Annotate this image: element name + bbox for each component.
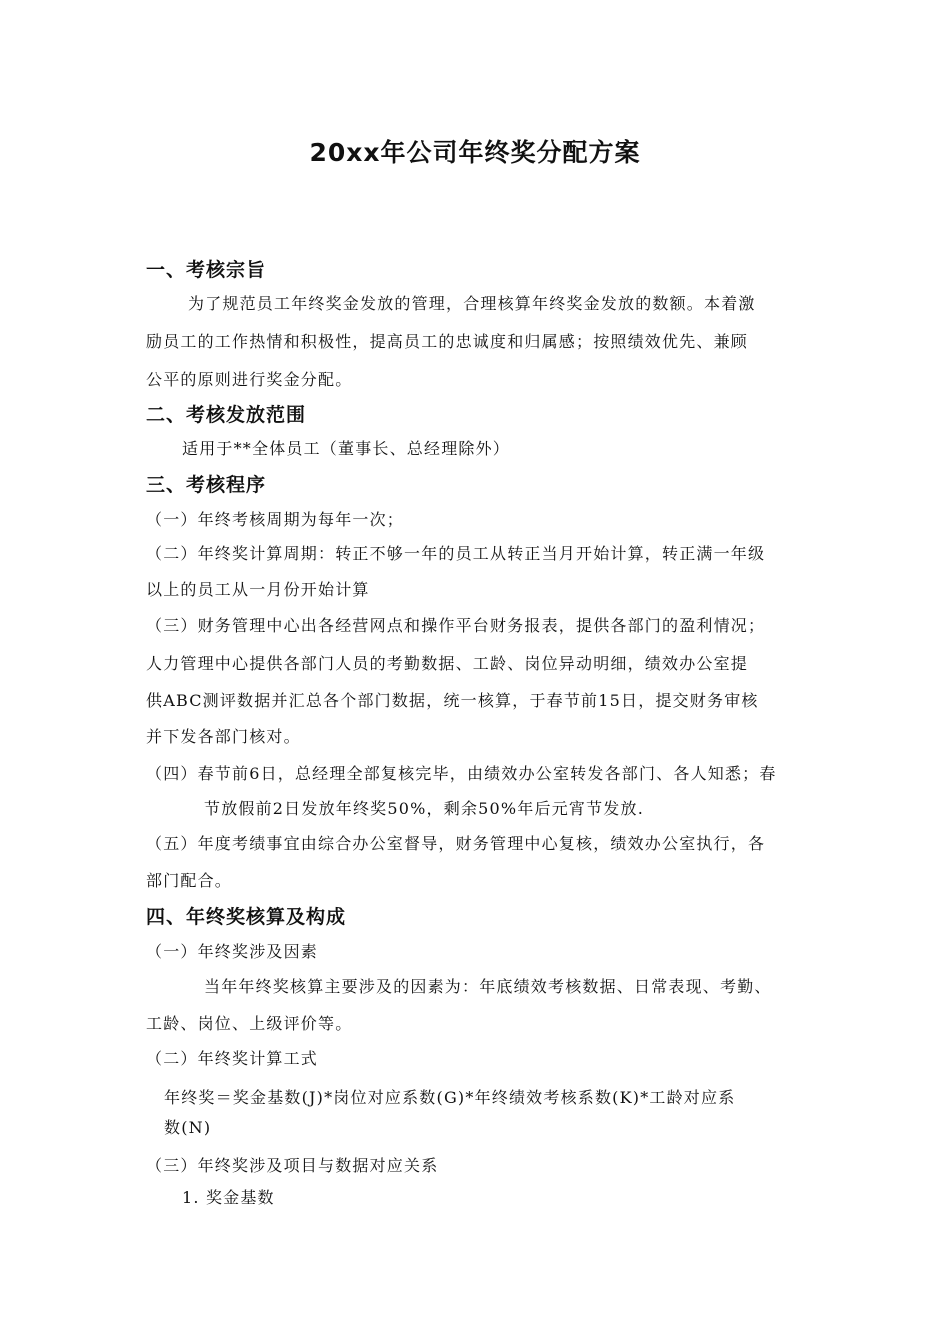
section-3-line-8: （四）春节前6日，总经理全部复核完毕，由绩效办公室转发各部门、各人知悉；春 [146,764,777,783]
section-4-line-1: （一）年终奖涉及因素 [146,942,319,961]
section-3-line-2: （二）年终奖计算周期：转正不够一年的员工从转正当月开始计算，转正满一年级 [146,544,766,563]
section-1-line-3: 公平的原则进行奖金分配。 [146,370,353,389]
section-3-line-7: 并下发各部门核对。 [146,727,301,746]
section-3-line-6: 供ABC测评数据并汇总各个部门数据，统一核算，于春节前15日，提交财务审核 [146,691,759,710]
formula-line-2: 数(N) [164,1118,212,1137]
section-3-heading: 三、考核程序 [146,474,267,496]
document-title: 20xx年公司年终奖分配方案 [309,138,641,167]
section-3-line-5: 人力管理中心提供各部门人员的考勤数据、工龄、岗位异动明细，绩效办公室提 [146,654,749,673]
section-3-line-9: 节放假前2日发放年终奖50%，剩余50%年后元宵节发放. [204,799,644,818]
section-2-heading: 二、考核发放范围 [146,404,307,426]
section-3-line-11: 部门配合。 [146,871,233,890]
section-4-line-7: （三）年终奖涉及项目与数据对应关系 [146,1156,439,1175]
section-4-line-4: （二）年终奖计算工式 [146,1049,319,1068]
section-4-line-8: 1. 奖金基数 [182,1188,275,1207]
section-4-line-3: 工龄、岗位、上级评价等。 [146,1014,353,1033]
section-3-line-10: （五）年度考绩事宜由综合办公室督导，财务管理中心复核，绩效办公室执行，各 [146,834,766,853]
section-1-line-2: 励员工的工作热情和积极性，提高员工的忠诚度和归属感；按照绩效优先、兼顾 [146,332,749,351]
section-4-heading: 四、年终奖核算及构成 [146,906,347,928]
section-3-line-4: （三）财务管理中心出各经营网点和操作平台财务报表，提供各部门的盈利情况； [146,616,766,635]
section-3-line-3: 以上的员工从一月份开始计算 [146,580,370,599]
section-1-heading: 一、考核宗旨 [146,259,267,281]
section-3-line-1: （一）年终考核周期为每年一次； [146,510,405,529]
section-1-line-1: 为了规范员工年终奖金发放的管理，合理核算年终奖金发放的数额。本着激 [188,294,756,313]
section-2-line-1: 适用于**全体员工（董事长、总经理除外） [182,439,511,458]
formula-line-1: 年终奖＝奖金基数(J)*岗位对应系数(G)*年终绩效考核系数(K)*工龄对应系 [164,1088,736,1107]
section-4-line-2: 当年年终奖核算主要涉及的因素为：年底绩效考核数据、日常表现、考勤、 [204,977,772,996]
